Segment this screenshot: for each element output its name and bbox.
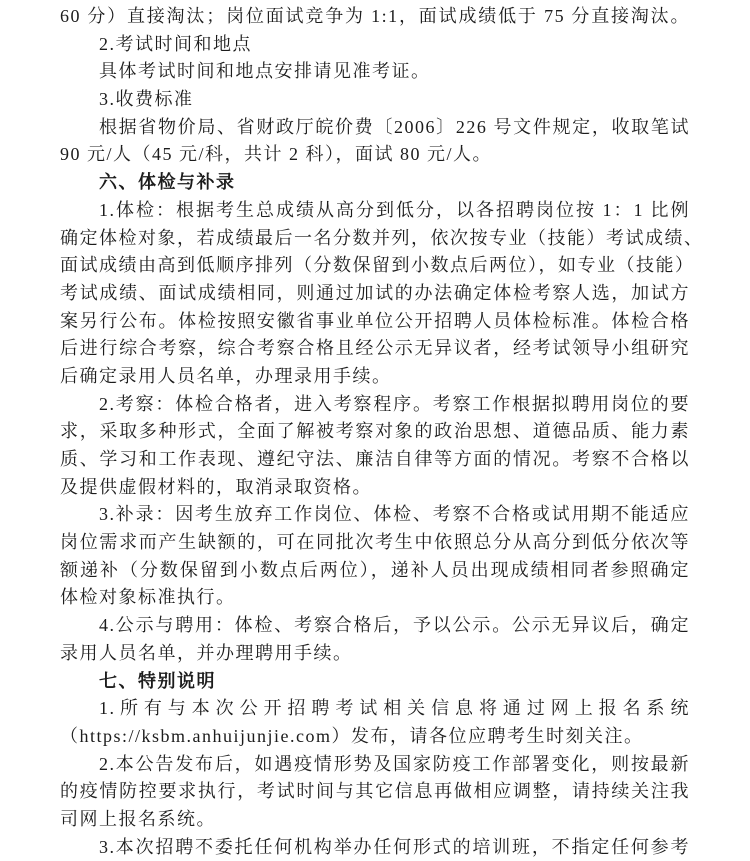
text-line: 90 元/人（45 元/科，共计 2 科），面试 80 元/人。 xyxy=(60,144,493,165)
text-line: 质、学习和工作表现、遵纪守法、廉洁自律等方面的情况。考察不合格以 xyxy=(60,449,690,469)
document-body xyxy=(60,3,704,861)
text-line: 1.体检：根据考生总成绩从高分到低分，以各招聘岗位按 1：1 比例 xyxy=(99,199,690,220)
text-line: 3.收费标准 xyxy=(99,89,194,110)
text-line: 后进行综合考察，综合考察合格且经公示无异议者，经考试领导小组研究 xyxy=(60,338,690,359)
text-segment: （ xyxy=(60,725,80,746)
text-line: 考试成绩、面试成绩相同，则通过加试的办法确定体检考察人选，加试方 xyxy=(60,282,690,303)
text-segment: ）发布，请各位应聘考生时刻关注。 xyxy=(331,725,644,746)
text-line: 2.考试时间和地点 xyxy=(99,33,252,54)
text-line: 60 分）直接淘汰；岗位面试竞争为 1:1，面试成绩低于 75 分直接淘汰。 xyxy=(60,6,690,26)
text-line: 4.公示与聘用：体检、考察合格后，予以公示。公示无异议后，确定 xyxy=(99,615,690,636)
text-line: 岗位需求而产生缺额的，可在同批次考生中依照总分从高分到低分依次等 xyxy=(60,532,690,553)
text-line: 的疫情防控要求执行，考试时间与其它信息再做相应调整，请持续关注我 xyxy=(60,781,690,802)
text-line: 3.本次招聘不委托任何机构举办任何形式的培训班，不指定任何参考 xyxy=(99,836,690,857)
text-line: 1.所有与本次公开招聘考试相关信息将通过网上报名系统 xyxy=(99,698,690,719)
text-line: 额递补（分数保留到小数点后两位），递补人员出现成绩相同者参照确定 xyxy=(60,559,690,580)
text-line: 2.本公告发布后，如遇疫情形势及国家防疫工作部署变化，则按最新 xyxy=(99,753,690,774)
text-line: 案另行公布。体检按照安徽省事业单位公开招聘人员体检标准。体检合格 xyxy=(60,310,690,331)
text-line: 录用人员名单，并办理聘用手续。 xyxy=(60,642,353,663)
text-line: 具体考试时间和地点安排请见准考证。 xyxy=(99,61,431,82)
text-line: 确定体检对象，若成绩最后一名分数并列，依次按专业（技能）考试成绩、 xyxy=(60,227,704,248)
text-line: 司网上报名系统。 xyxy=(60,808,216,829)
text-line: 后确定录用人员名单，办理录用手续。 xyxy=(60,365,392,386)
text-line: 根据省物价局、省财政厅皖价费〔2006〕226 号文件规定，收取笔试 xyxy=(99,116,690,137)
text-line: 2.考察：体检合格者，进入考察程序。考察工作根据拟聘用岗位的要 xyxy=(99,393,690,414)
text-line: 求，采取多种形式，全面了解被考察对象的政治思想、道德品质、能力素 xyxy=(60,421,690,442)
section-heading-6: 六、体检与补录 xyxy=(99,172,236,193)
url-line xyxy=(60,723,690,751)
text-line: 及提供虚假材料的，取消录取资格。 xyxy=(60,476,372,497)
registration-url: https://ksbm.anhuijunjie.com xyxy=(79,725,332,746)
text-line: 面试成绩由高到低顺序排列（分数保留到小数点后两位），如专业（技能） xyxy=(60,255,695,276)
section-heading-7: 七、特别说明 xyxy=(99,670,216,691)
text-line: 3.补录：因考生放弃工作岗位、体检、考察不合格或试用期不能适应 xyxy=(99,504,690,525)
text-line: 体检对象标准执行。 xyxy=(60,587,236,608)
